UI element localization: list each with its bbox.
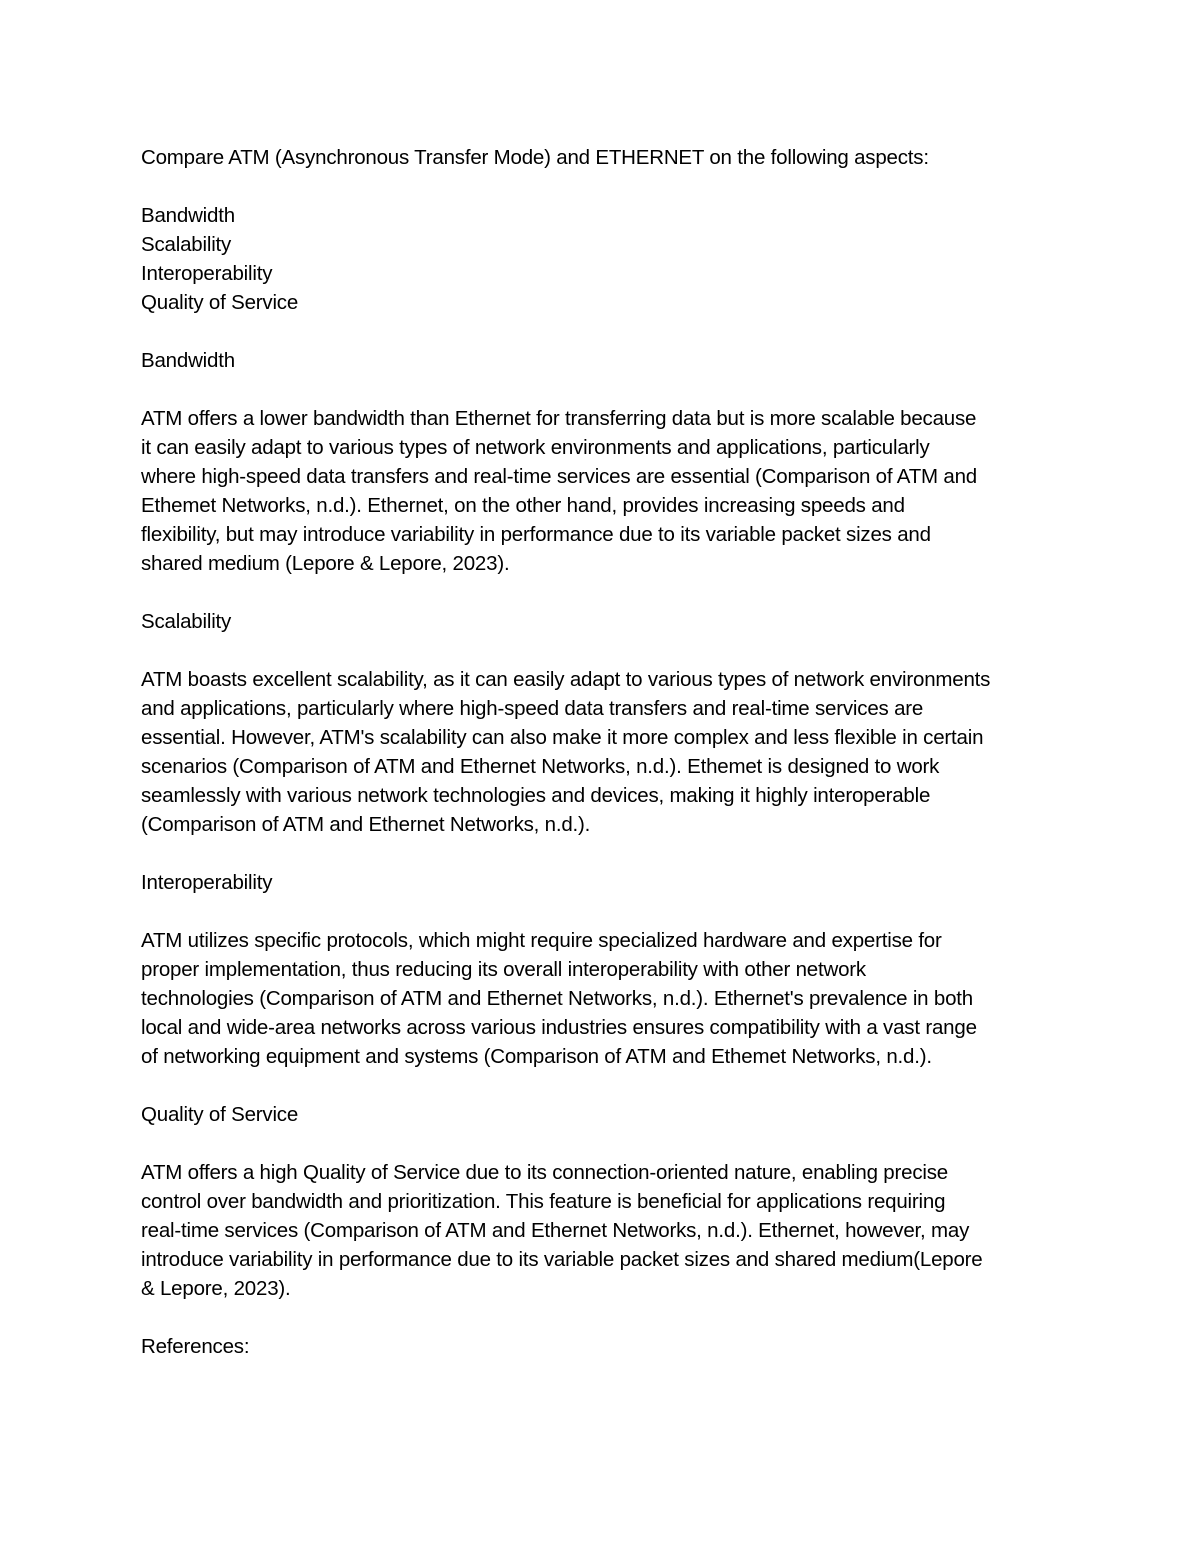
text-line: ATM offers a lower bandwidth than Ethernet for transferring data but is more scalable because: [141, 407, 977, 430]
text-line: essential. However, ATM's scalability can also make it more complex and less flexible in certain: [141, 726, 984, 749]
aspect-item: Scalability: [141, 233, 232, 256]
text-line: control over bandwidth and prioritization. This feature is beneficial for applications requiring: [141, 1190, 946, 1213]
text-line: Ethemet Networks, n.d.). Ethernet, on the other hand, provides increasing speeds and: [141, 494, 905, 517]
section-heading: Scalability: [141, 610, 232, 633]
text-line: (Comparison of ATM and Ethernet Networks, n.d.).: [141, 813, 591, 836]
section-scalability: [141, 607, 1061, 839]
text-line: of networking equipment and systems (Comparison of ATM and Ethemet Networks, n.d.).: [141, 1045, 932, 1068]
text-line: proper implementation, thus reducing its overall interoperability with other network: [141, 958, 866, 981]
section-body: [141, 404, 1061, 578]
intro-paragraph: Compare ATM (Asynchronous Transfer Mode) and ETHERNET on the following aspects:: [141, 146, 929, 169]
text-line: where high-speed data transfers and real-time services are essential (Comparison of ATM and: [141, 465, 977, 488]
text-line: ATM offers a high Quality of Service due to its connection-oriented nature, enabling precise: [141, 1161, 948, 1184]
aspect-item: Bandwidth: [141, 204, 235, 227]
text-line: seamlessly with various network technologies and devices, making it highly interoperable: [141, 784, 931, 807]
aspect-item: Quality of Service: [141, 291, 299, 314]
section-body: [141, 926, 1061, 1071]
text-line: real-time services (Comparison of ATM and Ethernet Networks, n.d.). Ethernet, however, may: [141, 1219, 970, 1242]
section-body: [141, 665, 1061, 839]
section-heading: Bandwidth: [141, 349, 235, 372]
aspect-list: [141, 201, 1061, 317]
section-bandwidth: [141, 346, 1061, 578]
section-interoperability: [141, 868, 1061, 1071]
text-line: it can easily adapt to various types of network environments and applications, particularly: [141, 436, 930, 459]
text-line: & Lepore, 2023).: [141, 1277, 291, 1300]
text-line: ATM utilizes specific protocols, which might require specialized hardware and expertise for: [141, 929, 942, 952]
text-line: introduce variability in performance due to its variable packet sizes and shared medium(Lepore: [141, 1248, 983, 1271]
section-body: [141, 1158, 1061, 1303]
references-heading: References:: [141, 1335, 250, 1358]
text-line: technologies (Comparison of ATM and Ethernet Networks, n.d.). Ethernet's prevalence in both: [141, 987, 973, 1010]
text-line: and applications, particularly where high-speed data transfers and real-time services are: [141, 697, 924, 720]
text-line: local and wide-area networks across various industries ensures compatibility with a vast range: [141, 1016, 977, 1039]
text-line: flexibility, but may introduce variability in performance due to its variable packet sizes and: [141, 523, 931, 546]
text-line: shared medium (Lepore & Lepore, 2023).: [141, 552, 510, 575]
section-quality-of-service: [141, 1100, 1061, 1303]
section-heading: Interoperability: [141, 871, 273, 894]
text-line: scenarios (Comparison of ATM and Ethernet Networks, n.d.). Ethemet is designed to work: [141, 755, 940, 778]
text-line: ATM boasts excellent scalability, as it can easily adapt to various types of network environments: [141, 668, 991, 691]
section-heading: Quality of Service: [141, 1103, 299, 1126]
document-page: [141, 143, 1061, 1390]
aspect-item: Interoperability: [141, 262, 273, 285]
